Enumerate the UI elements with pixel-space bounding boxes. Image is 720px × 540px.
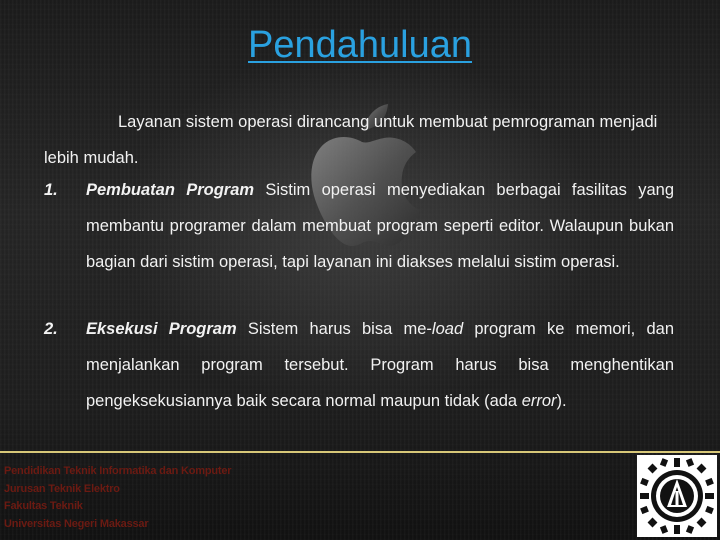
list-item-1 bbox=[44, 172, 674, 280]
list-item-heading: Pembuatan Program bbox=[86, 181, 255, 199]
list-item-italic-term: error bbox=[521, 392, 557, 410]
footer-line-department: Jurusan Teknik Elektro bbox=[4, 482, 120, 495]
list-item-text: ). bbox=[556, 392, 567, 410]
list-item-body bbox=[86, 172, 674, 280]
intro-paragraph bbox=[44, 104, 674, 176]
list-item-body bbox=[86, 311, 674, 419]
footer-line-university: Universitas Negeri Makassar bbox=[4, 517, 149, 530]
footer-institution bbox=[4, 463, 231, 533]
list-item-number: 1. bbox=[44, 181, 58, 199]
list-item-number: 2. bbox=[44, 320, 58, 338]
slide-title: Pendahuluan bbox=[248, 24, 472, 66]
list-item-text: program ke memori, dan menjalankan program tersebut. Program harus bisa menghentikan pengeksekusiannya baik secara normal maupun tidak (ada bbox=[86, 320, 674, 410]
list-item-text: Sistem harus bisa me- bbox=[236, 320, 432, 338]
footer-line-faculty: Fakultas Teknik bbox=[4, 500, 83, 512]
intro-text: Layanan sistem operasi dirancang untuk membuat pemrograman menjadi lebih mudah. bbox=[44, 113, 658, 167]
list-item-heading: Eksekusi Program bbox=[86, 320, 237, 338]
footer-divider bbox=[0, 451, 720, 453]
list-item-italic-term: load bbox=[431, 320, 464, 338]
footer-line-program: Pendidikan Teknik Informatika dan Komputer bbox=[4, 465, 232, 477]
university-emblem-icon bbox=[637, 455, 717, 537]
list-item-text: Sistim operasi menyediakan berbagai fasilitas yang membantu programer dalam membuat program seperti editor. Walaupun bukan bagian dari sistim operasi, tapi layanan ini diakses melalui sistim operasi. bbox=[86, 181, 674, 271]
list-item-2 bbox=[44, 311, 674, 419]
